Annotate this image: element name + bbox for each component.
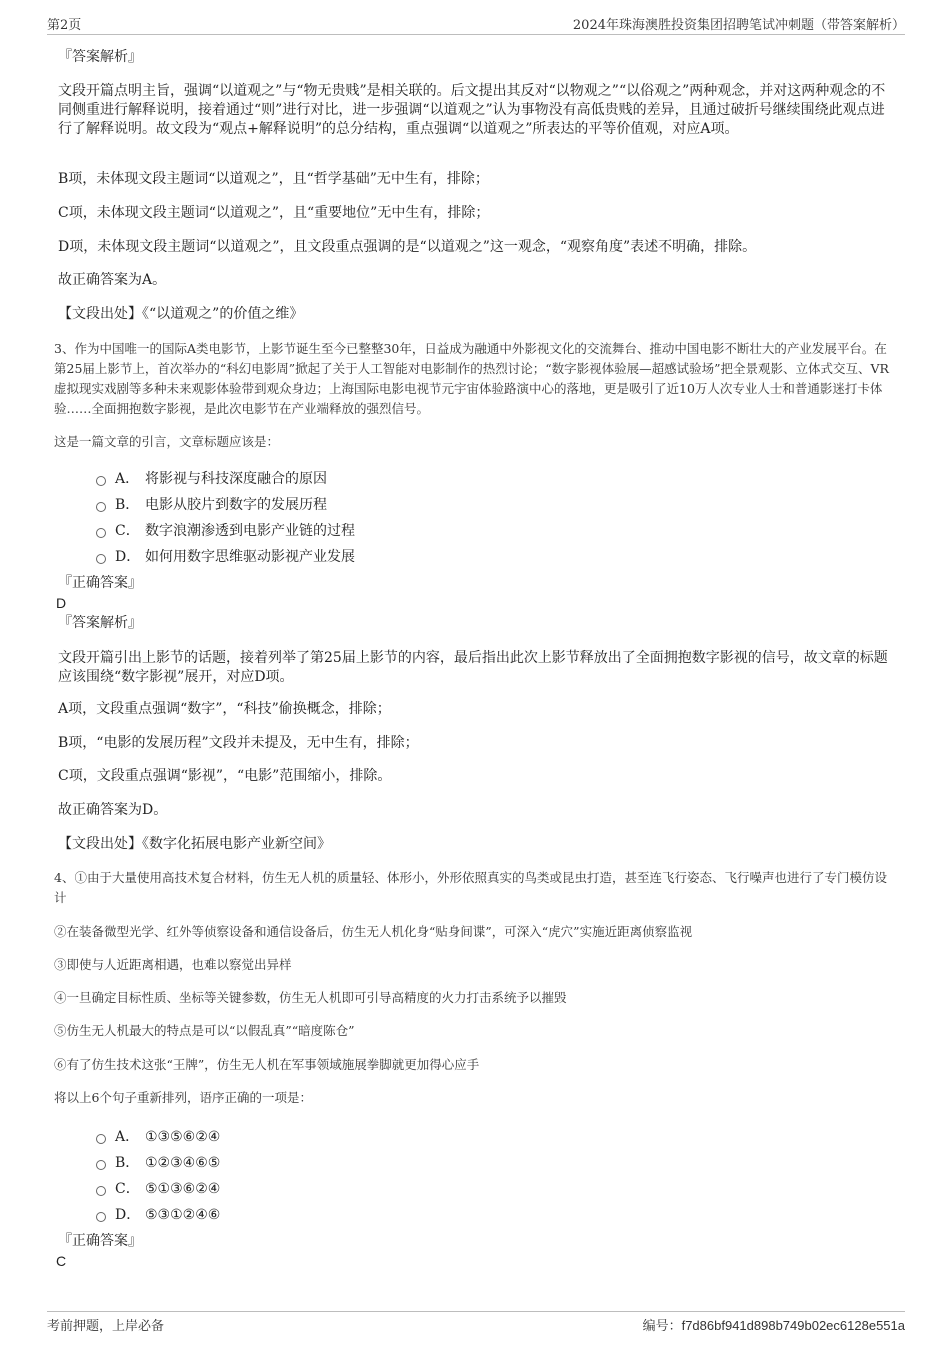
q4-sentence-6: ⑥有了仿生技术这张“王牌”，仿生无人机在军事领域施展拳脚就更加得心应手 <box>54 1057 480 1072</box>
q3-answer: D <box>56 595 67 611</box>
footer-code: 编号：f7d86bf941d898b749b02ec6128e551a <box>642 1318 905 1334</box>
q2-option-c-note: C项，未体现文段主题词“以道观之”，且“重要地位”无中生有，排除； <box>58 205 490 221</box>
q2-option-b-note: B项，未体现文段主题词“以道观之”，且“哲学基础”无中生有，排除； <box>58 171 489 187</box>
q3-conclusion: 故正确答案为D。 <box>58 802 168 818</box>
q3-option-c[interactable]: C． 数字浪潮渗透到电影产业链的过程 <box>96 520 355 540</box>
q4-option-b[interactable]: B． ①②③④⑥⑤ <box>96 1152 220 1172</box>
q3-stem: 3、作为中国唯一的国际A类电影节，上影节诞生至今已整整30年，日益成为融通中外影视文化的交流舞台、推动中国电影不断壮大的产业发展平台。在第25届上影节上，首次举办的“科幻电影周”掀起了关于人工智能对电影制作的热烈讨论；“数字影视体验展—超感试验场”把全景观影、立体式交互、VR虚拟现实戏剧等多种未来观影体验带到观众身边；上海国际电影电视节元宇宙体验路演中心的落地，更是吸引了近10万人次专业人士和普通影迷打卡体验……全面拥抱数字影视，是此次电影节在产业端释放的强烈信号。 <box>54 341 889 416</box>
radio-icon[interactable] <box>96 1134 106 1144</box>
q3-option-c-note: C项，文段重点强调“影视”，“电影”范围缩小，排除。 <box>58 768 392 784</box>
radio-icon[interactable] <box>96 554 106 564</box>
q3-option-d[interactable]: D． 如何用数字思维驱动影视产业发展 <box>96 546 355 566</box>
q4-answer: C <box>56 1253 67 1269</box>
q4-sentence-2: ②在装备微型光学、红外等侦察设备和通信设备后，仿生无人机化身“贴身间谍”，可深入“虎穴”实施近距离侦察监视 <box>54 924 693 939</box>
q4-sentence-1: 4、①由于大量使用高技术复合材料，仿生无人机的质量轻、体形小，外形依照真实的鸟类或昆虫打造，甚至连飞行姿态、飞行噪声也进行了专门模仿设计 <box>54 870 887 905</box>
page-footer <box>47 1311 905 1335</box>
radio-icon[interactable] <box>96 476 106 486</box>
q2-conclusion: 故正确答案为A。 <box>58 272 167 288</box>
radio-icon[interactable] <box>96 502 106 512</box>
radio-icon[interactable] <box>96 1212 106 1222</box>
q4-option-a[interactable]: A． ①③⑤⑥②④ <box>96 1126 220 1146</box>
q2-analysis-paragraph: 文段开篇点明主旨，强调“以道观之”与“物无贵贱”是相关联的。后文提出其反对“以物观之”“以俗观之”两种观念，并对这两种观念的不同侧重进行解释说明，接着通过“则”进行对比，进一步强调“以道观之”认为事物没有高低贵贱的差异，且通过破折号继续围绕此观点进行了解释说明。故文段为“观点+解释说明”的总分结构，重点强调“以道观之”所表达的平等价值观，对应A项。 <box>58 83 886 137</box>
q4-sentence-4: ④一旦确定目标性质、坐标等关键参数，仿生无人机即可引导高精度的火力打击系统予以摧毁 <box>54 990 567 1005</box>
q3-analysis-heading: 『答案解析』 <box>58 615 142 631</box>
q2-option-d-note: D项，未体现文段主题词“以道观之”，且文段重点强调的是“以道观之”这一观念，“观察角度”表述不明确，排除。 <box>58 239 757 255</box>
q3-source: 【文段出处】《数字化拓展电影产业新空间》 <box>58 836 331 852</box>
q4-answer-heading: 『正确答案』 <box>58 1233 142 1249</box>
q3-answer-heading: 『正确答案』 <box>58 575 142 591</box>
q4-question: 将以上6个句子重新排列，语序正确的一项是： <box>54 1090 312 1105</box>
q3-option-a[interactable]: A． 将影视与科技深度融合的原因 <box>96 468 327 488</box>
q3-question: 这是一篇文章的引言，文章标题应该是： <box>54 434 280 449</box>
q4-sentence-3: ③即使与人近距离相遇，也难以察觉出异样 <box>54 957 292 972</box>
q3-option-b[interactable]: B． 电影从胶片到数字的发展历程 <box>96 494 327 514</box>
q2-source: 【文段出处】《“以道观之”的价值之维》 <box>58 306 304 322</box>
page-number: 第2页 <box>47 18 82 33</box>
q3-option-b-note: B项，“电影的发展历程”文段并未提及，无中生有，排除； <box>58 735 419 751</box>
radio-icon[interactable] <box>96 1160 106 1170</box>
radio-icon[interactable] <box>96 1186 106 1196</box>
q4-option-d[interactable]: D． ⑤③①②④⑥ <box>96 1204 220 1224</box>
document-id: f7d86bf941d898b749b02ec6128e551a <box>681 1318 905 1333</box>
page-header <box>47 14 905 35</box>
q4-option-c[interactable]: C． ⑤①③⑥②④ <box>96 1178 220 1198</box>
radio-icon[interactable] <box>96 528 106 538</box>
q4-sentence-5: ⑤仿生无人机最大的特点是可以“以假乱真”“暗度陈仓” <box>54 1023 355 1038</box>
q2-analysis-heading: 『答案解析』 <box>58 49 142 65</box>
footer-slogan: 考前押题，上岸必备 <box>47 1319 165 1334</box>
q3-analysis-paragraph: 文段开篇引出上影节的话题，接着列举了第25届上影节的内容，最后指出此次上影节释放出了全面拥抱数字影视的信号，故文章的标题应该围绕“数字影视”展开，对应D项。 <box>58 650 888 685</box>
document-title: 2024年珠海澳胜投资集团招聘笔试冲刺题（带答案解析） <box>572 18 905 33</box>
q3-option-a-note: A项，文段重点强调“数字”，“科技”偷换概念，排除； <box>58 701 391 717</box>
